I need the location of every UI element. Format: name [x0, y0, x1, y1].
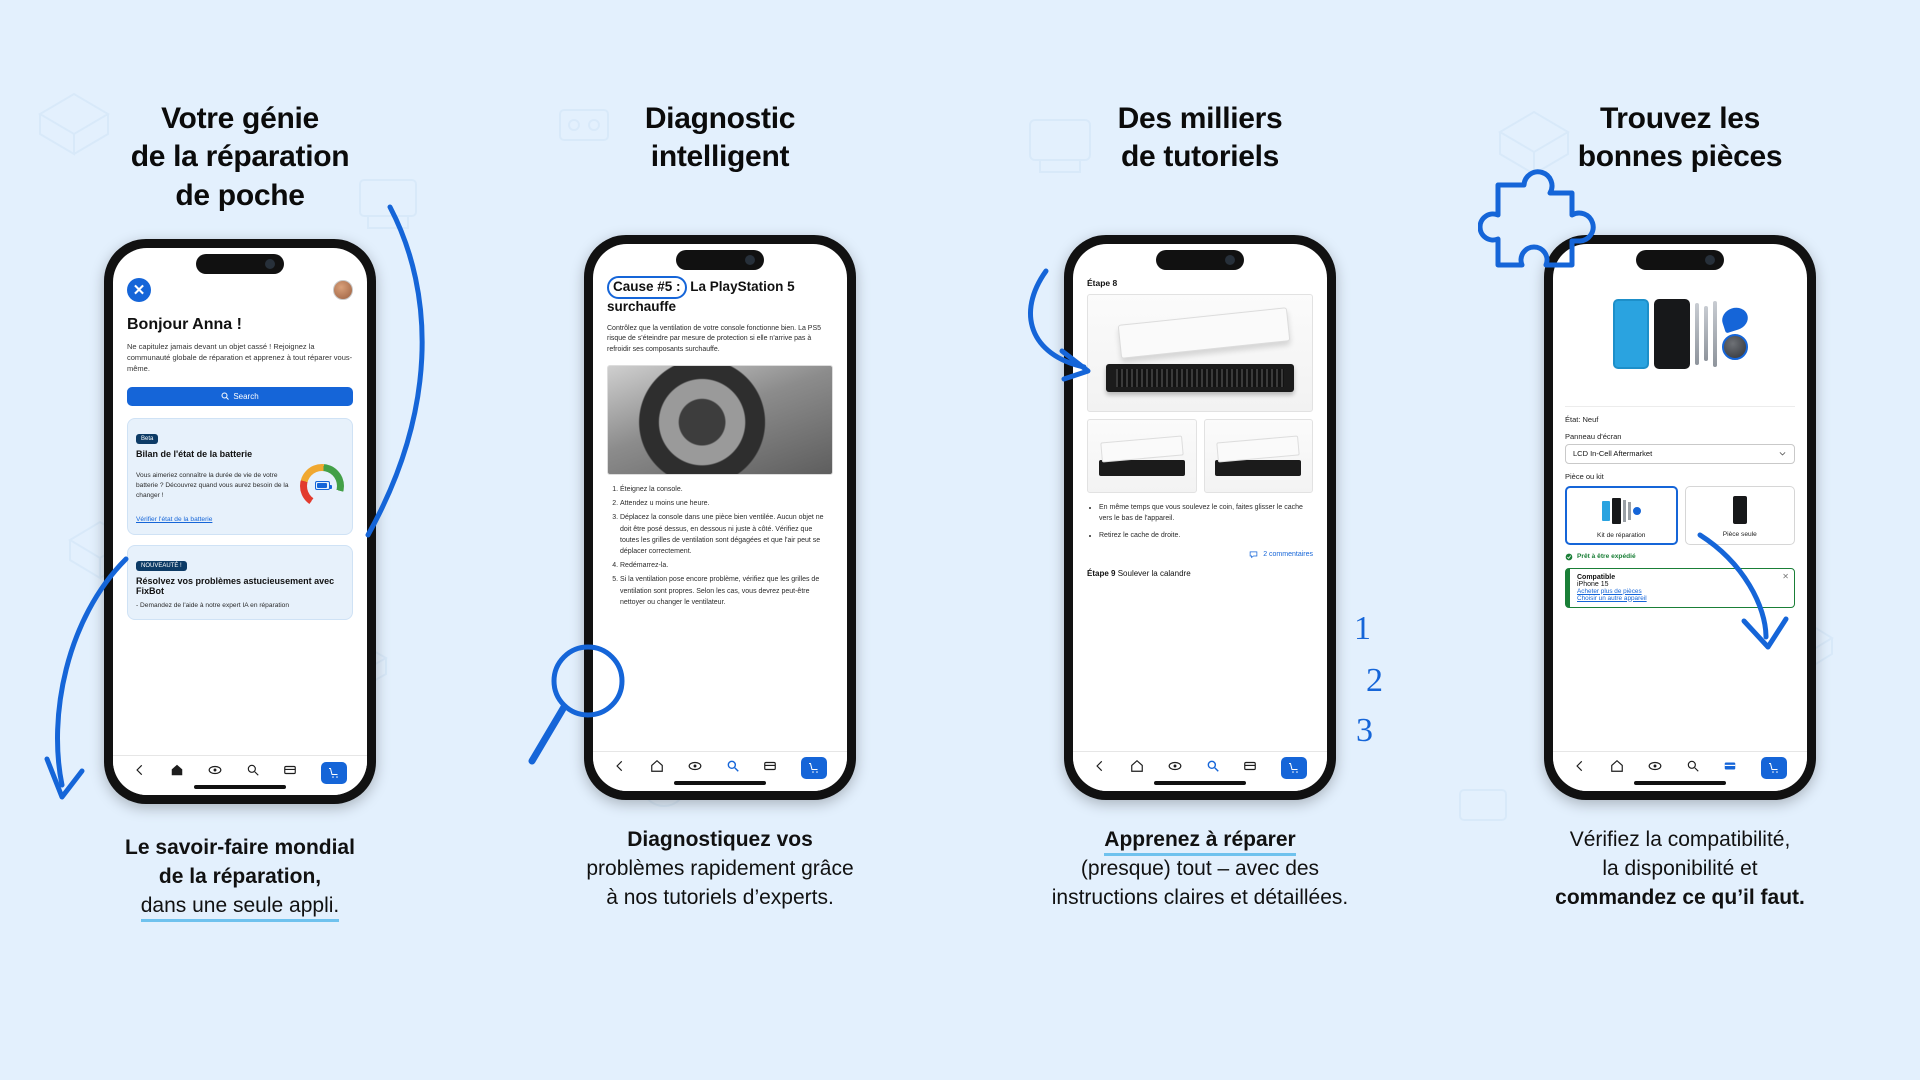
check-circle-icon — [1565, 553, 1573, 561]
thumbnail[interactable] — [1087, 419, 1197, 493]
caption-line: Le savoir-faire mondial — [125, 836, 355, 860]
compatibility-banner — [1565, 568, 1795, 608]
phone-mockup-4 — [1544, 235, 1816, 800]
list-item: • En même temps que vous soulevez le coin, faites glisser le cache vers le bas de l'appareil. — [1099, 503, 1313, 525]
step-hero-photo — [1087, 294, 1313, 412]
back-arrow-icon[interactable] — [133, 763, 147, 782]
choose-other-device-link[interactable]: Choisir un autre appareil — [1577, 594, 1647, 602]
tool-icon — [1695, 303, 1699, 365]
close-icon[interactable]: ✕ — [127, 278, 151, 302]
search-icon[interactable] — [1206, 759, 1220, 778]
phone-frame — [104, 239, 376, 804]
card-title: Bilan de l'état de la batterie — [136, 448, 253, 459]
caption-1 — [125, 834, 355, 921]
search-icon[interactable] — [1686, 759, 1700, 778]
next-step-label: Étape 9 — [1087, 569, 1116, 579]
caption-line: de la réparation, — [158, 865, 322, 889]
status-badge: Beta — [136, 434, 158, 444]
store-icon[interactable] — [1723, 759, 1737, 778]
card-body: Vous aimeriez connaître la durée de vie de votre batterie ? Découvrez quand vous aurez besoin de la changer ! — [136, 471, 289, 499]
panel-3 — [960, 0, 1440, 1080]
select-value: LCD In-Cell Aftermarket — [1573, 449, 1653, 459]
panel-1 — [0, 0, 480, 1080]
option-label: Kit de réparation — [1597, 531, 1646, 539]
search-icon[interactable] — [246, 763, 260, 782]
page-title-3 — [1118, 100, 1283, 177]
caption-line: instructions claires et détaillées. — [1051, 885, 1349, 909]
comment-icon — [1249, 550, 1258, 559]
phone-mockup-3 — [1064, 235, 1383, 800]
notch — [1156, 250, 1244, 270]
notch — [1636, 250, 1724, 270]
avatar[interactable] — [333, 280, 353, 300]
phone-screen-2 — [593, 244, 847, 791]
back-arrow-icon[interactable] — [1093, 759, 1107, 778]
store-icon[interactable] — [763, 759, 777, 778]
cause-highlight: Cause #5 : — [607, 276, 687, 299]
svg-text:1: 1 — [1354, 609, 1371, 647]
step-thumbnails — [1087, 419, 1313, 493]
battery-health-card[interactable] — [127, 418, 353, 535]
home-icon[interactable] — [650, 759, 664, 778]
search-button-label: Search — [233, 391, 259, 401]
page-title-1 — [131, 100, 350, 215]
phone-frame — [1064, 235, 1336, 800]
panel-2 — [480, 0, 960, 1080]
caption-line: Diagnostiquez vos — [627, 827, 813, 851]
next-step-text: Soulever la calandre — [1117, 569, 1191, 579]
home-indicator — [1154, 781, 1246, 785]
guides-icon[interactable] — [1168, 759, 1182, 778]
step-label: Étape 8 — [1087, 277, 1118, 288]
tool-icon — [1704, 306, 1708, 361]
home-indicator — [1634, 781, 1726, 785]
title-line: bonnes pièces — [1577, 140, 1783, 174]
list-item: 1. Éteignez la console. — [620, 484, 833, 495]
list-item: 4. Redémarrez-la. — [620, 560, 833, 571]
front-camera-icon — [1705, 255, 1715, 265]
list-item: • Retirez le cache de droite. — [1099, 531, 1313, 542]
shipping-status — [1565, 553, 1795, 561]
option-repair-kit[interactable] — [1565, 486, 1678, 545]
list-item: 2. Attendez u moins une heure. — [620, 498, 833, 509]
caption-3 — [1052, 826, 1348, 913]
caption-4 — [1555, 826, 1805, 913]
svg-text:2: 2 — [1366, 661, 1383, 699]
panel-4 — [1440, 0, 1920, 1080]
panel-label: Panneau d'écran — [1565, 431, 1622, 441]
home-icon[interactable] — [1610, 759, 1624, 778]
cart-icon[interactable] — [1281, 757, 1307, 779]
title-line: Votre génie — [161, 102, 319, 135]
search-icon[interactable] — [726, 759, 740, 778]
comments-count: 2 commentaires — [1263, 551, 1313, 559]
article-title-rest: La PlayStation 5 surchauffe — [607, 278, 795, 314]
new-badge: NOUVEAUTÉ ! — [136, 561, 187, 571]
title-line: Trouvez les — [1599, 102, 1761, 135]
intro-text: Ne capitulez jamais devant un objet cassé ! Rejoignez la communauté globale de réparation et apprenez à tout réparer vous-même. — [127, 342, 353, 373]
tabbar-4[interactable] — [1553, 751, 1807, 791]
tabbar-1[interactable] — [113, 755, 367, 795]
back-arrow-icon[interactable] — [613, 759, 627, 778]
condition-label: État: Neuf — [1565, 414, 1599, 424]
part-thumbnail — [1690, 493, 1791, 527]
chevron-down-icon — [1778, 449, 1787, 458]
battery-gauge-icon — [300, 464, 344, 508]
tabbar-2[interactable] — [593, 751, 847, 791]
phone-frame — [1544, 235, 1816, 800]
screen-part-blue — [1613, 299, 1649, 369]
option-label: Pièce seule — [1722, 530, 1757, 538]
phone-screen-4 — [1553, 244, 1807, 791]
screen-part-black — [1654, 299, 1690, 369]
cart-icon[interactable] — [1761, 757, 1787, 779]
compat-title: Compatible — [1577, 573, 1616, 581]
page-title-4 — [1578, 100, 1783, 177]
caption-line: la disponibilité et — [1602, 856, 1758, 880]
title-line: Diagnostic — [644, 102, 796, 135]
phone-mockup-1 — [104, 239, 376, 804]
next-step[interactable] — [1087, 569, 1313, 578]
phone-frame — [584, 235, 856, 800]
tabbar-3[interactable] — [1073, 751, 1327, 791]
check-battery-link[interactable]: Vérifier l'état de la batterie — [136, 515, 213, 523]
front-camera-icon — [265, 259, 275, 269]
shipping-label: Prêt à être expédié — [1577, 553, 1636, 561]
product-gallery[interactable] — [1565, 272, 1795, 407]
card-title: Résolvez vos problèmes astucieusement avec FixBot — [136, 575, 335, 596]
front-camera-icon — [1225, 255, 1235, 265]
search-button[interactable] — [127, 387, 353, 406]
screen-panel-select[interactable] — [1565, 444, 1795, 464]
home-indicator — [194, 785, 286, 789]
cart-icon[interactable] — [801, 757, 827, 779]
fan-photo — [607, 365, 833, 475]
notch — [196, 254, 284, 274]
tool-icon — [1713, 301, 1717, 367]
title-line: intelligent — [650, 140, 790, 174]
front-camera-icon — [745, 255, 755, 265]
option-part-only[interactable] — [1685, 486, 1796, 545]
svg-text:3: 3 — [1356, 711, 1373, 749]
phone-screen-1 — [113, 248, 367, 795]
thumbnail[interactable] — [1204, 419, 1314, 493]
annotation-numbers — [1340, 605, 1420, 755]
list-item: 3. Déplacez la console dans une pièce bien ventilée. Aucun objet ne doit être posé dessus, en dessous ni juste à côté. Vérifiez que toutes les grilles de ventilation sont dégagées et que l'air peut se déplacer correctement. — [620, 512, 833, 557]
home-icon[interactable] — [1130, 759, 1144, 778]
caption-line: Vérifiez la compatibilité, — [1569, 827, 1791, 851]
battery-icon — [315, 481, 330, 490]
notch — [676, 250, 764, 270]
article-paragraph: Contrôlez que la ventilation de votre console fonctionne bien. La PS5 risque de s'éteindre par mesure de protection si elle n'arrive pas à refroidir ses composants surchauffe. — [607, 324, 822, 354]
kit-thumbnail — [1571, 494, 1672, 528]
steps-list — [620, 484, 833, 608]
store-icon[interactable] — [283, 763, 297, 782]
phone-screen-3 — [1073, 244, 1327, 791]
suction-cup-icon — [1722, 334, 1748, 360]
pry-tool-icon — [1719, 304, 1751, 333]
store-icon[interactable] — [1243, 759, 1257, 778]
article-title — [607, 276, 833, 316]
home-icon[interactable] — [170, 763, 184, 782]
caption-line: (presque) tout – avec des — [1080, 856, 1320, 880]
title-line: de poche — [175, 178, 305, 212]
guides-icon[interactable] — [208, 763, 222, 782]
caption-2 — [586, 826, 853, 913]
title-line: de la réparation — [130, 140, 350, 174]
card-body: - Demandez de l'aide à notre expert IA en réparation — [136, 601, 290, 609]
guides-icon[interactable] — [688, 759, 702, 778]
close-icon[interactable]: ✕ — [1782, 571, 1789, 581]
search-icon — [221, 392, 229, 400]
cart-icon[interactable] — [321, 762, 347, 784]
phone-mockup-2 — [584, 235, 856, 800]
title-line: de tutoriels — [1120, 140, 1280, 174]
fixbot-card[interactable] — [127, 545, 353, 620]
buy-more-parts-link[interactable]: Acheter plus de pièces — [1577, 587, 1642, 595]
title-line: Des milliers — [1117, 102, 1283, 135]
greeting-text: Bonjour Anna ! — [127, 316, 242, 334]
caption-line: à nos tutoriels d’experts. — [606, 885, 834, 909]
caption-line: problèmes rapidement grâce — [586, 856, 854, 880]
step-bullets — [1099, 503, 1313, 543]
caption-line: Apprenez à réparer — [1104, 828, 1295, 856]
kit-label: Pièce ou kit — [1565, 471, 1604, 481]
compat-model: iPhone 15 — [1577, 580, 1609, 588]
caption-line: dans une seule appli. — [141, 894, 340, 922]
guides-icon[interactable] — [1648, 759, 1662, 778]
home-indicator — [674, 781, 766, 785]
list-item: 5. Si la ventilation pose encore problème, vérifiez que les grilles de ventilation sont propres. Selon les cas, vous devrez peut-être nettoyer ou changer le ventilateur. — [620, 574, 833, 608]
caption-line: commandez ce qu’il faut. — [1555, 885, 1805, 909]
comments-link[interactable] — [1087, 550, 1313, 559]
back-arrow-icon[interactable] — [1573, 759, 1587, 778]
page-title-2 — [645, 100, 795, 177]
